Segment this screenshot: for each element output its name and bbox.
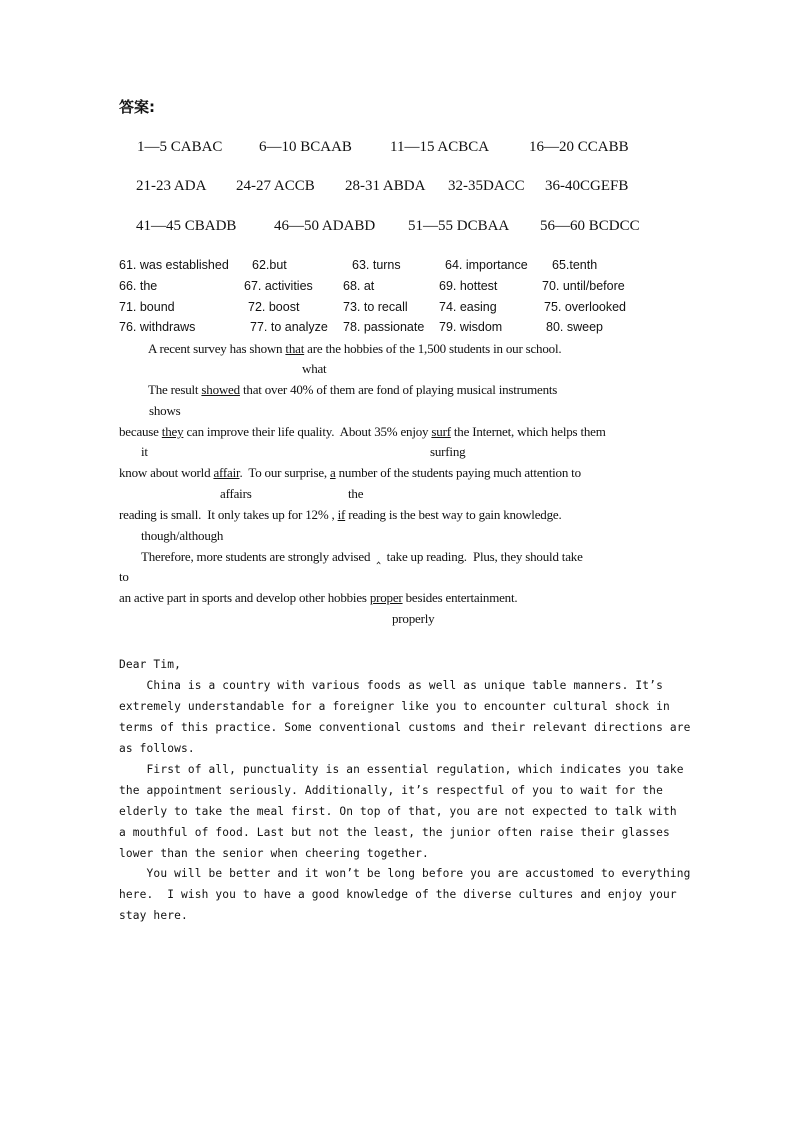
error-word: surf	[431, 424, 451, 439]
fill-answer: 67. activities	[244, 279, 313, 293]
fill-answer: 78. passionate	[343, 320, 425, 334]
mc-answer: 32-35DACC	[448, 178, 525, 194]
letter-line: here. I wish you to have a good knowledge of the diverse cultures and enjoy your	[119, 888, 677, 901]
letter-line: elderly to take the meal first. On top of that, you are not expected to talk with	[119, 805, 677, 818]
mc-answer: 36-40CGEFB	[545, 178, 629, 194]
letter-line: You will be better and it won’t be long before you are accustomed to everything	[119, 867, 691, 880]
error-word: if	[337, 507, 346, 522]
mc-answer: 16—20 CCABB	[529, 139, 629, 155]
correction-line: A recent survey has shown that are the hobbies of the 1,500 students in our school.	[148, 341, 562, 356]
fill-answer: 80. sweep	[546, 320, 603, 334]
letter-line: the appointment seriously. Additionally, it’s respectful of you to wait for the	[119, 784, 663, 797]
fill-answer: 75. overlooked	[544, 300, 627, 314]
error-word: affair	[213, 465, 240, 480]
letter-line: stay here.	[119, 909, 188, 922]
letter-line: First of all, punctuality is an essential regulation, which indicates you take	[119, 763, 684, 776]
fill-answer: 63. turns	[352, 258, 401, 272]
letter-line: as follows.	[119, 742, 195, 755]
answer-heading: 答案:	[119, 98, 155, 116]
fill-answer: 69. hottest	[439, 279, 498, 293]
correction-fix: though/although	[141, 528, 224, 543]
fill-answer: 62.but	[252, 258, 287, 272]
mc-answer: 41—45 CBADB	[136, 218, 237, 234]
letter-line: terms of this practice. Some conventional customs and their relevant directions are	[119, 721, 691, 734]
correction-line: Therefore, more students are strongly advised ‸ take up reading. Plus, they should take	[141, 549, 583, 564]
letter-line: lower than the senior when cheering together.	[119, 847, 429, 860]
error-word: a	[330, 465, 336, 480]
fill-answer: 65.tenth	[552, 258, 598, 272]
correction-line: reading is small. It only takes up for 12% , if reading is the best way to gain knowledge.	[119, 507, 562, 522]
mc-answer: 6—10 BCAAB	[259, 139, 352, 155]
error-word: that	[285, 341, 305, 356]
fill-answer: 66. the	[119, 279, 158, 293]
letter-greeting: Dear Tim,	[119, 658, 181, 671]
fill-answer: 76. withdraws	[119, 320, 196, 334]
mc-answer: 11—15 ACBCA	[390, 139, 490, 155]
error-word: showed	[201, 382, 240, 397]
error-word: proper	[369, 590, 403, 605]
correction-fix: to	[119, 569, 129, 584]
correction-line: The result showed that over 40% of them are fond of playing musical instruments	[148, 382, 558, 397]
mc-answer: 46—50 ADABD	[274, 218, 376, 234]
correction-fix: affairs	[220, 486, 252, 501]
correction-line: know about world affair. To our surprise, a number of the students paying much attention to	[119, 465, 581, 480]
error-word: they	[161, 424, 184, 439]
mc-answer: 51—55 DCBAA	[408, 218, 510, 234]
correction-fix: shows	[149, 403, 181, 418]
fill-answer: 74. easing	[439, 300, 497, 314]
fill-answer: 79. wisdom	[439, 320, 503, 334]
mc-answer: 56—60 BCDCC	[540, 218, 640, 234]
correction-fix: the	[348, 486, 364, 501]
letter-line: China is a country with various foods as well as unique table manners. It’s	[119, 679, 663, 692]
correction-fix: it	[141, 444, 148, 459]
fill-answer: 64. importance	[445, 258, 528, 272]
fill-answer: 68. at	[343, 279, 375, 293]
correction-fix: what	[302, 361, 327, 376]
correction-fix: surfing	[430, 444, 466, 459]
fill-answer: 61. was established	[119, 258, 229, 272]
fill-answer: 70. until/before	[542, 279, 625, 293]
correction-line: an active part in sports and develop other hobbies proper besides entertainment.	[119, 590, 518, 605]
letter-line: a mouthful of food. Last but not the least, the junior often raise their glasses	[119, 826, 670, 839]
mc-answer: 24-27 ACCB	[236, 178, 315, 194]
fill-answer: 73. to recall	[343, 300, 408, 314]
mc-answer: 21-23 ADA	[136, 178, 207, 194]
fill-answer: 77. to analyze	[250, 320, 328, 334]
mc-answer: 28-31 ABDA	[345, 178, 426, 194]
correction-fix: properly	[392, 611, 435, 626]
fill-answer: 71. bound	[119, 300, 175, 314]
letter-line: extremely understandable for a foreigner like you to encounter cultural shock in	[119, 700, 670, 713]
mc-answer: 1—5 CABAC	[137, 139, 223, 155]
correction-line: because they can improve their life quality. About 35% enjoy surf the Internet, which helps them	[119, 424, 606, 439]
fill-answer: 72. boost	[248, 300, 300, 314]
